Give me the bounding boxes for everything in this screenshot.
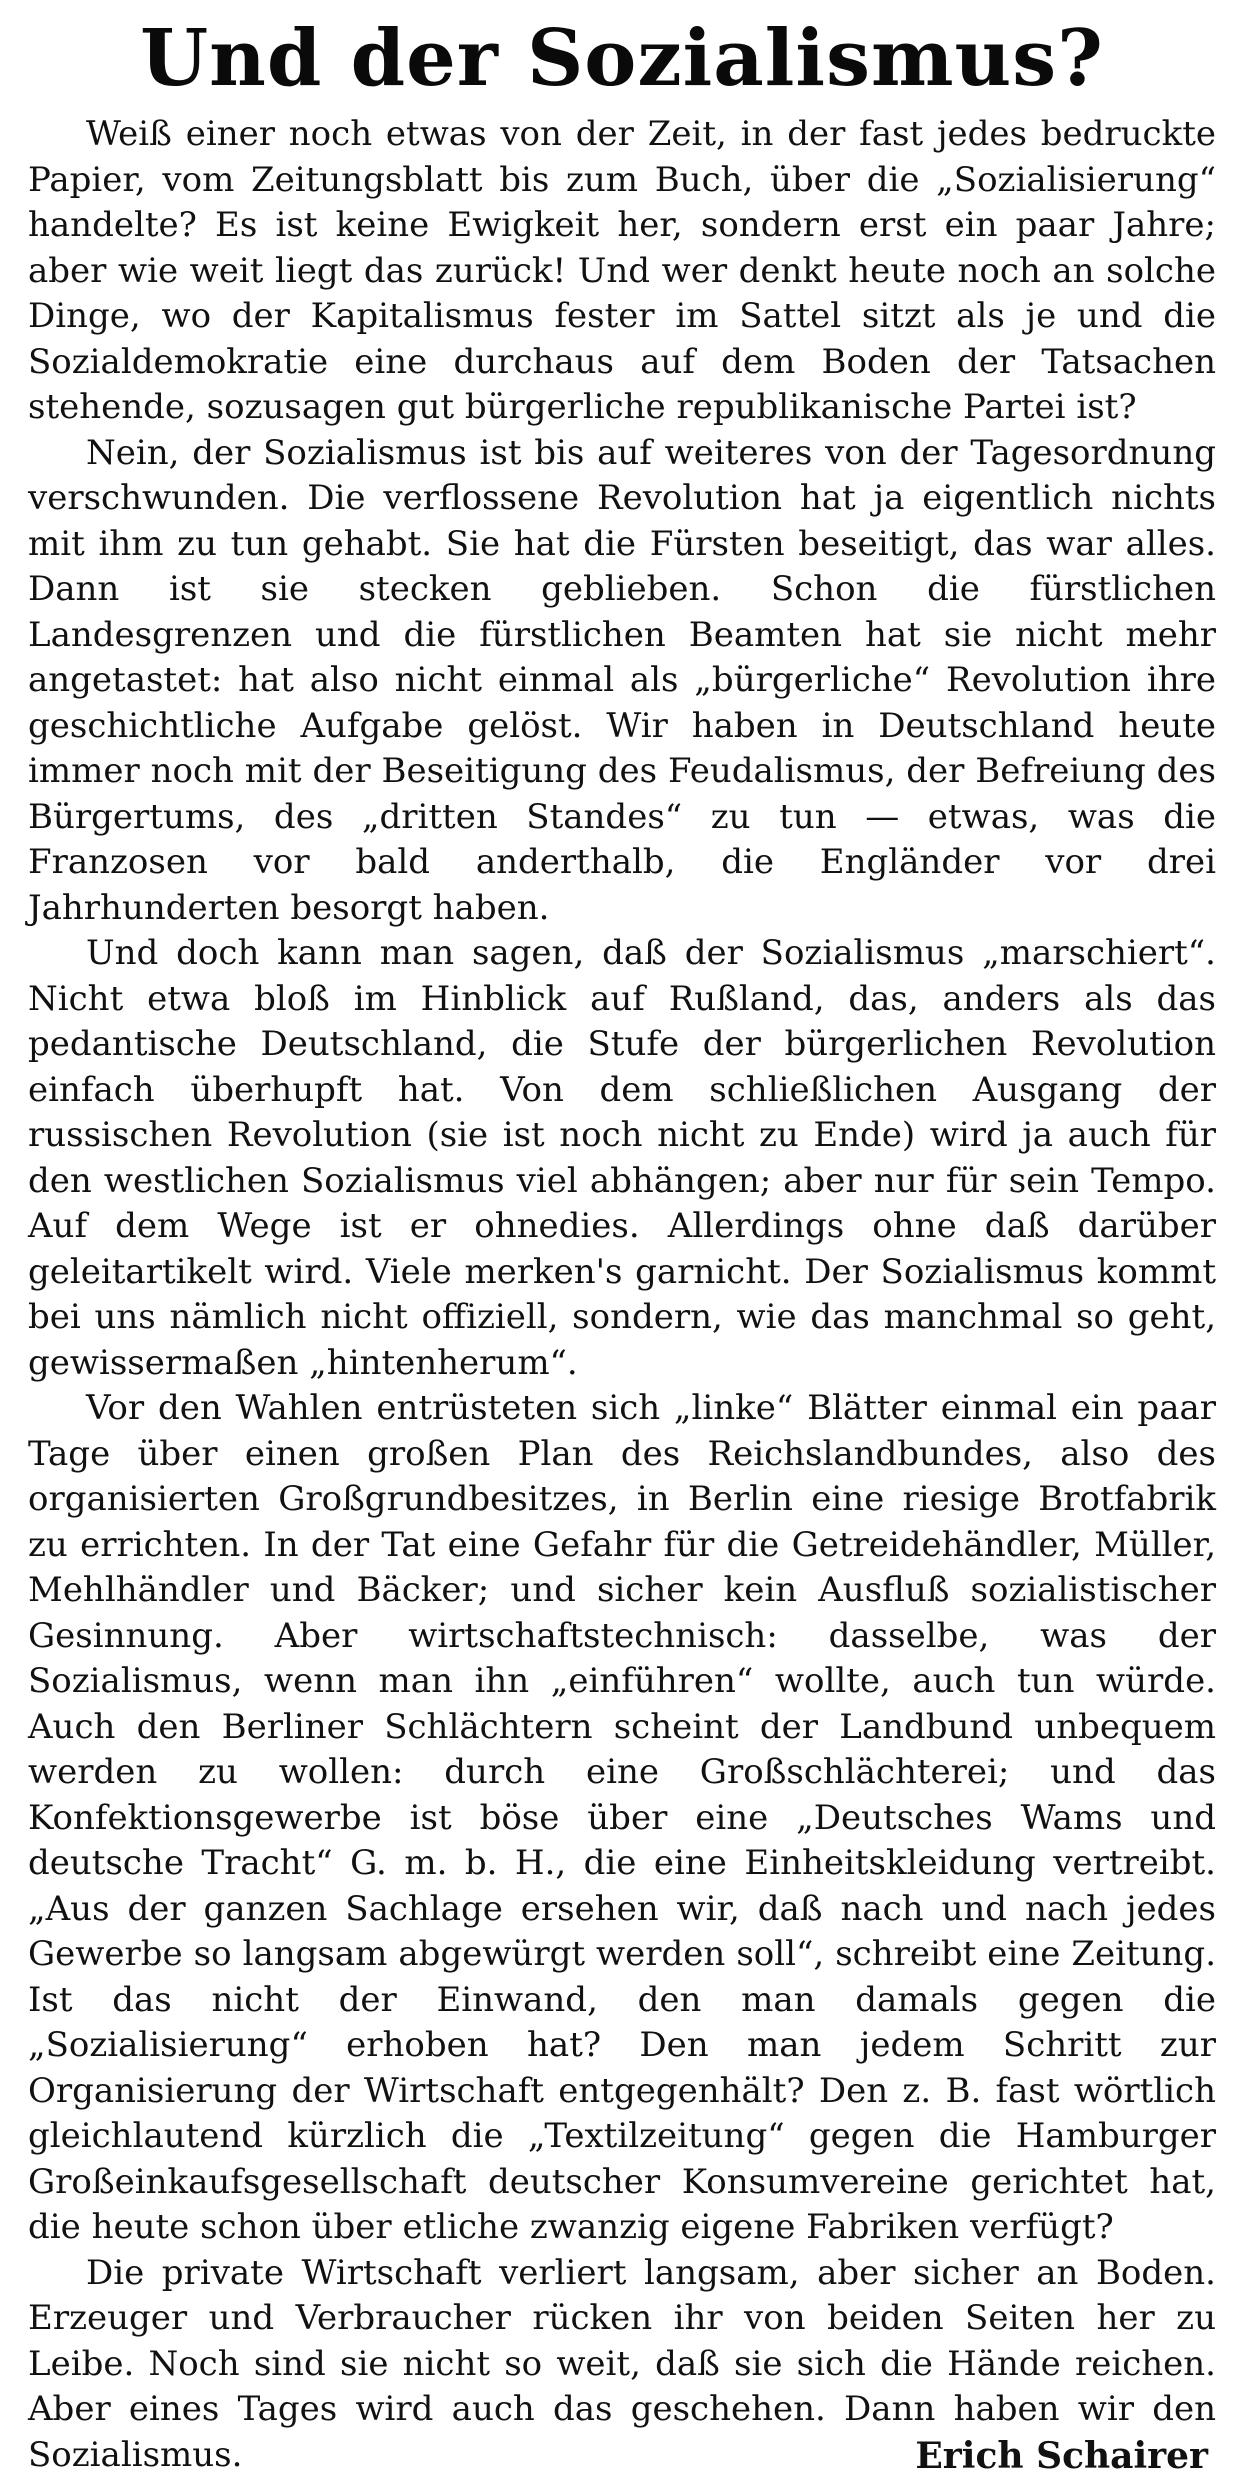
article-paragraph: Und doch kann man sagen, daß der Sozialismus „marschiert“. Nicht etwa bloß im Hinblick auf Rußland, das, anders als das pedantische Deutschland, die Stufe der bürgerlichen Revolution einfach überhupft hat. Von dem schließlichen Ausgang der russischen Revolution (sie ist noch nicht zu Ende) wird ja auch für den westlichen Sozialismus viel abhängen; aber nur für sein Tempo. Auf dem Wege ist er ohnedies. Allerdings ohne daß darüber geleitartikelt wird. Viele merken's garnicht. Der Sozialismus kommt bei uns nämlich nicht offiziell, sondern, wie das manchmal so geht, gewissermaßen „hintenherum“. [28,933,1216,1383]
article-headline: Und der Sozialismus? [140,13,1104,104]
newspaper-article [28,0,1216,2479]
article-paragraph: Nein, der Sozialismus ist bis auf weiteres von der Tagesordnung verschwunden. Die verflossene Revolution hat ja eigentlich nichts mit ihm zu tun gehabt. Sie hat die Fürsten beseitigt, das war alles. Dann ist sie stecken geblieben. Schon die fürstlichen Landesgrenzen und die fürstlichen Beamten hat sie nicht mehr angetastet: hat also nicht einmal als „bürgerliche“ Revolution ihre geschichtliche Aufgabe gelöst. Wir haben in Deutschland heute immer noch mit der Beseitigung des Feudalismus, der Befreiung des Bürgertums, des „dritten Standes“ zu tun — etwas, was die Franzosen vor bald anderthalb, die Engländer vor drei Jahrhunderten besorgt haben. [28,432,1216,928]
article-paragraph: Vor den Wahlen entrüsteten sich „linke“ Blätter einmal ein paar Tage über einen großen Plan des Reichslandbundes, also des organisierten Großgrundbesitzes, in Berlin eine riesige Brotfabrik zu errichten. In der Tat eine Gefahr für die Getreidehändler, Müller, Mehlhändler und Bäcker; und sicher kein Ausfluß sozialistischer Gesinnung. Aber wirtschaftstechnisch: dasselbe, was der Sozialismus, wenn man ihn „einführen“ wollte, auch tun würde. Auch den Berliner Schlächtern scheint der Landbund unbequem werden zu wollen: durch eine Großschlächterei; und das Konfektionsgewerbe ist böse über eine „Deutsches Wams und deutsche Tracht“ G. m. b. H., die eine Einheitskleidung vertreibt. „Aus der ganzen Sachlage ersehen wir, daß nach und nach jedes Gewerbe so langsam abgewürgt werden soll“, schreibt eine Zeitung. Ist das nicht der Einwand, den man damals gegen die „Sozialisierung“ erhoben hat? Den man jedem Schritt zur Organisierung der Wirtschaft entgegenhält? Den z. B. fast wörtlich gleichlautend kürzlich die „Textilzeitung“ gegen die Hamburger Großeinkaufsgesellschaft deutscher Konsumvereine gerichtet hat, die heute schon über etliche zwanzig eigene Fabriken verfügt? [28,1388,1216,2247]
article-paragraph: Weiß einer noch etwas von der Zeit, in der fast jedes bedruckte Papier, vom Zeitungsblatt bis zum Buch, über die „Sozialisierung“ handelte? Es ist keine Ewigkeit her, sondern erst ein paar Jahre; aber wie weit liegt das zurück! Und wer denkt heute noch an solche Dinge, wo der Kapitalismus fester im Sattel sitzt als je und die Sozialdemokratie eine durchaus auf dem Boden der Tatsachen stehende, sozusagen gut bürgerliche republikanische Partei ist? [28,114,1216,427]
article-paragraph: Die private Wirtschaft verliert langsam, aber sicher an Boden. Erzeuger und Verbraucher rücken ihr von beiden Seiten her zu Leibe. Noch sind sie nicht so weit, daß sie sich die Hände reichen. Aber eines Tages wird auch das geschehen. Dann haben wir den Sozialismus. [28,2252,1216,2475]
author-signature: Erich Schairer [915,2435,1208,2477]
article-body [28,112,1216,2478]
